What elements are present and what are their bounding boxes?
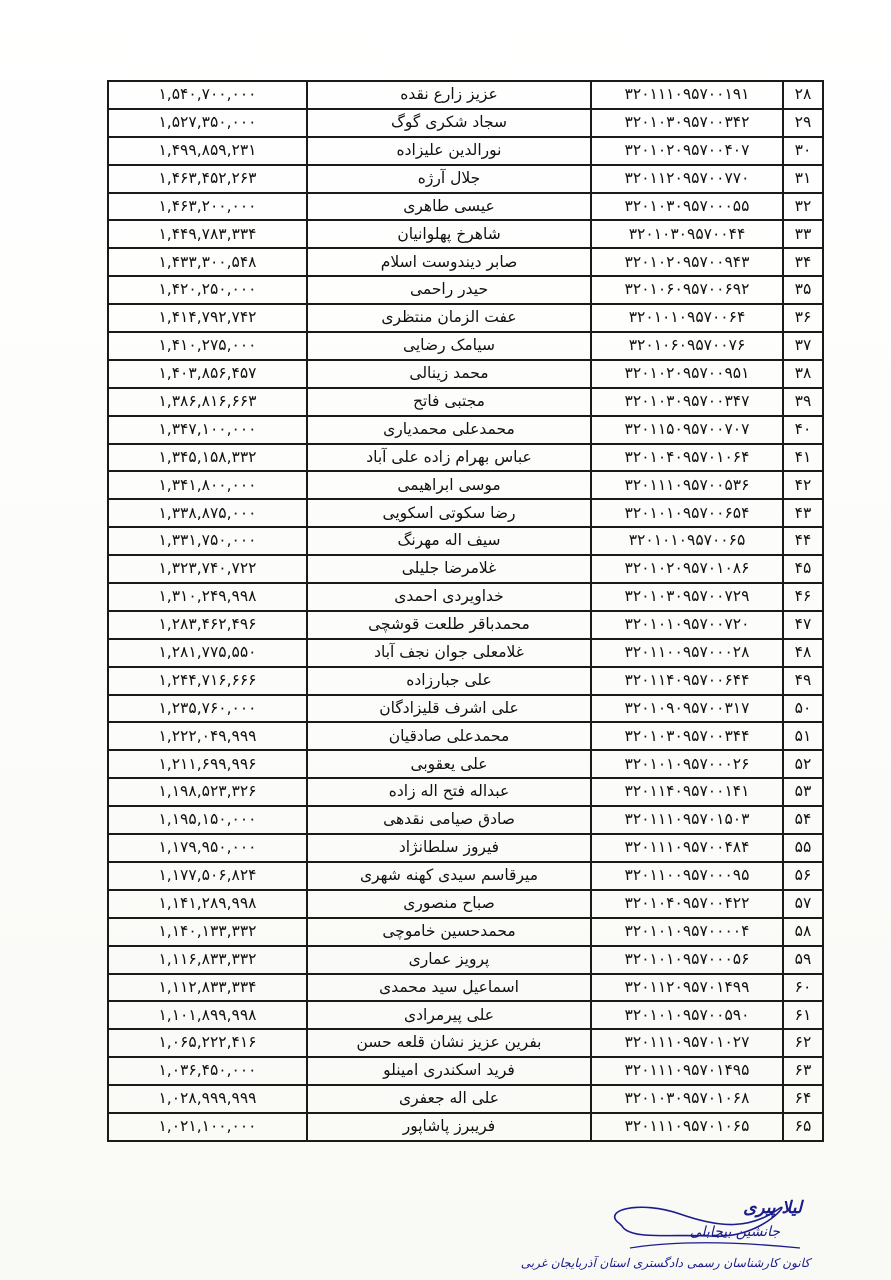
account-code-cell: ۳۲۰۱۰۱۰۹۵۷۰۰۶۵ [591, 527, 783, 555]
amount-cell: ۱,۰۲۱,۱۰۰,۰۰۰ [108, 1113, 307, 1141]
table-row [108, 834, 823, 862]
account-code-cell: ۳۲۰۱۰۳۰۹۵۷۰۰۴۴ [591, 220, 783, 248]
person-name-cell: غلامرضا جلیلی [307, 555, 591, 583]
table-row [108, 1085, 823, 1113]
person-name-cell: صابر دیندوست اسلام [307, 248, 591, 276]
amount-cell: ۱,۳۳۱,۷۵۰,۰۰۰ [108, 527, 307, 555]
table-row [108, 137, 823, 165]
signatory-subtitle: جانشین بیجابلی [689, 1224, 780, 1240]
person-name-cell: رضا سکوتی اسکویی [307, 499, 591, 527]
signatory-organization: کانون کارشناسان رسمی دادگستری استان آذربایجان غربی [520, 1256, 810, 1270]
row-number-cell: ۵۰ [783, 695, 823, 723]
amount-cell: ۱,۴۳۳,۳۰۰,۵۴۸ [108, 248, 307, 276]
table-row [108, 862, 823, 890]
person-name-cell: عزیز زارع نقده [307, 81, 591, 109]
table-row [108, 471, 823, 499]
amount-cell: ۱,۳۸۶,۸۱۶,۶۶۳ [108, 388, 307, 416]
row-number-cell: ۴۳ [783, 499, 823, 527]
row-number-cell: ۴۹ [783, 667, 823, 695]
table-row [108, 165, 823, 193]
account-code-cell: ۳۲۰۱۱۱۰۹۵۷۰۰۵۳۶ [591, 471, 783, 499]
table-row [108, 667, 823, 695]
account-code-cell: ۳۲۰۱۱۱۰۹۵۷۰۱۴۹۵ [591, 1057, 783, 1085]
person-name-cell: پرویز عماری [307, 946, 591, 974]
amount-cell: ۱,۳۳۸,۸۷۵,۰۰۰ [108, 499, 307, 527]
row-number-cell: ۵۵ [783, 834, 823, 862]
person-name-cell: سیامک رضایی [307, 332, 591, 360]
amount-cell: ۱,۱۷۹,۹۵۰,۰۰۰ [108, 834, 307, 862]
row-number-cell: ۵۹ [783, 946, 823, 974]
person-name-cell: علی یعقوبی [307, 750, 591, 778]
row-number-cell: ۴۴ [783, 527, 823, 555]
person-name-cell: محمدعلی صادقیان [307, 722, 591, 750]
account-code-cell: ۳۲۰۱۱۰۰۹۵۷۰۰۰۲۸ [591, 639, 783, 667]
account-code-cell: ۳۲۰۱۰۱۰۹۵۷۰۰۰۲۶ [591, 750, 783, 778]
account-code-cell: ۳۲۰۱۱۱۰۹۵۷۰۰۱۹۱ [591, 81, 783, 109]
account-code-cell: ۳۲۰۱۰۳۰۹۵۷۰۰۳۴۲ [591, 109, 783, 137]
amount-cell: ۱,۲۲۲,۰۴۹,۹۹۹ [108, 722, 307, 750]
row-number-cell: ۳۴ [783, 248, 823, 276]
amount-cell: ۱,۴۲۰,۲۵۰,۰۰۰ [108, 276, 307, 304]
row-number-cell: ۶۴ [783, 1085, 823, 1113]
row-number-cell: ۳۶ [783, 304, 823, 332]
table-row [108, 499, 823, 527]
row-number-cell: ۵۲ [783, 750, 823, 778]
person-name-cell: عبداله فتح اله زاده [307, 778, 591, 806]
account-code-cell: ۳۲۰۱۱۵۰۹۵۷۰۰۷۰۷ [591, 416, 783, 444]
account-code-cell: ۳۲۰۱۰۴۰۹۵۷۰۱۰۶۴ [591, 444, 783, 472]
table-row [108, 416, 823, 444]
table-row [108, 527, 823, 555]
account-code-cell: ۳۲۰۱۰۱۰۹۵۷۰۰۰۵۶ [591, 946, 783, 974]
table-row [108, 611, 823, 639]
table-row [108, 1001, 823, 1029]
amount-cell: ۱,۱۱۲,۸۳۳,۳۳۴ [108, 974, 307, 1002]
person-name-cell: عیسی طاهری [307, 193, 591, 221]
row-number-cell: ۴۷ [783, 611, 823, 639]
account-code-cell: ۳۲۰۱۱۱۰۹۵۷۰۱۰۲۷ [591, 1029, 783, 1057]
row-number-cell: ۶۰ [783, 974, 823, 1002]
account-code-cell: ۳۲۰۱۰۱۰۹۵۷۰۰۶۵۴ [591, 499, 783, 527]
amount-cell: ۱,۲۳۵,۷۶۰,۰۰۰ [108, 695, 307, 723]
table-row [108, 220, 823, 248]
row-number-cell: ۵۴ [783, 806, 823, 834]
account-code-cell: ۳۲۰۱۰۳۰۹۵۷۰۰۷۲۹ [591, 583, 783, 611]
amount-cell: ۱,۳۴۱,۸۰۰,۰۰۰ [108, 471, 307, 499]
amount-cell: ۱,۰۲۸,۹۹۹,۹۹۹ [108, 1085, 307, 1113]
amount-cell: ۱,۱۰۱,۸۹۹,۹۹۸ [108, 1001, 307, 1029]
person-name-cell: موسی ابراهیمی [307, 471, 591, 499]
row-number-cell: ۵۶ [783, 862, 823, 890]
table-row [108, 806, 823, 834]
table-row [108, 583, 823, 611]
account-code-cell: ۳۲۰۱۰۲۰۹۵۷۰۱۰۸۶ [591, 555, 783, 583]
person-name-cell: غلامعلی جوان نجف آباد [307, 639, 591, 667]
table-row [108, 722, 823, 750]
account-code-cell: ۳۲۰۱۰۴۰۹۵۷۰۰۴۲۲ [591, 890, 783, 918]
table-row [108, 1057, 823, 1085]
row-number-cell: ۲۸ [783, 81, 823, 109]
account-code-cell: ۳۲۰۱۰۳۰۹۵۷۰۰۰۵۵ [591, 193, 783, 221]
table-row [108, 276, 823, 304]
table-row [108, 444, 823, 472]
row-number-cell: ۶۱ [783, 1001, 823, 1029]
table-row [108, 248, 823, 276]
row-number-cell: ۴۱ [783, 444, 823, 472]
account-code-cell: ۳۲۰۱۰۳۰۹۵۷۰۱۰۶۸ [591, 1085, 783, 1113]
account-code-cell: ۳۲۰۱۰۲۰۹۵۷۰۰۴۰۷ [591, 137, 783, 165]
signature-block [520, 1190, 810, 1280]
table-row [108, 778, 823, 806]
person-name-cell: خداویردی احمدی [307, 583, 591, 611]
account-code-cell: ۳۲۰۱۰۹۰۹۵۷۰۰۳۱۷ [591, 695, 783, 723]
payments-table-body [108, 81, 823, 1141]
account-code-cell: ۳۲۰۱۱۲۰۹۵۷۰۰۷۷۰ [591, 165, 783, 193]
person-name-cell: صادق صیامی نقدهی [307, 806, 591, 834]
table-row [108, 890, 823, 918]
amount-cell: ۱,۲۴۴,۷۱۶,۶۶۶ [108, 667, 307, 695]
signatory-name: لیلا پیری [743, 1198, 802, 1218]
table-row [108, 81, 823, 109]
table-row [108, 193, 823, 221]
person-name-cell: محمدباقر طلعت قوشچی [307, 611, 591, 639]
amount-cell: ۱,۲۱۱,۶۹۹,۹۹۶ [108, 750, 307, 778]
person-name-cell: مجتبی فاتح [307, 388, 591, 416]
table-row [108, 555, 823, 583]
row-number-cell: ۳۱ [783, 165, 823, 193]
row-number-cell: ۴۰ [783, 416, 823, 444]
row-number-cell: ۳۰ [783, 137, 823, 165]
account-code-cell: ۳۲۰۱۰۱۰۹۵۷۰۰۶۴ [591, 304, 783, 332]
amount-cell: ۱,۳۴۵,۱۵۸,۳۳۲ [108, 444, 307, 472]
person-name-cell: علی پیرمرادی [307, 1001, 591, 1029]
table-row [108, 946, 823, 974]
amount-cell: ۱,۴۹۹,۸۵۹,۲۳۱ [108, 137, 307, 165]
amount-cell: ۱,۴۶۳,۴۵۲,۲۶۳ [108, 165, 307, 193]
table-row [108, 974, 823, 1002]
row-number-cell: ۳۲ [783, 193, 823, 221]
amount-cell: ۱,۳۲۳,۷۴۰,۷۲۲ [108, 555, 307, 583]
table-row [108, 109, 823, 137]
amount-cell: ۱,۴۱۴,۷۹۲,۷۴۲ [108, 304, 307, 332]
account-code-cell: ۳۲۰۱۰۲۰۹۵۷۰۰۹۵۱ [591, 360, 783, 388]
account-code-cell: ۳۲۰۱۰۱۰۹۵۷۰۰۵۹۰ [591, 1001, 783, 1029]
person-name-cell: سجاد شکری گوگ [307, 109, 591, 137]
person-name-cell: فرید اسکندری امینلو [307, 1057, 591, 1085]
table-row [108, 1029, 823, 1057]
row-number-cell: ۶۲ [783, 1029, 823, 1057]
amount-cell: ۱,۱۷۷,۵۰۶,۸۲۴ [108, 862, 307, 890]
amount-cell: ۱,۰۳۶,۴۵۰,۰۰۰ [108, 1057, 307, 1085]
table-row [108, 918, 823, 946]
table-row [108, 304, 823, 332]
person-name-cell: عفت الزمان منتظری [307, 304, 591, 332]
table-row [108, 695, 823, 723]
row-number-cell: ۴۵ [783, 555, 823, 583]
account-code-cell: ۳۲۰۱۰۳۰۹۵۷۰۰۳۴۴ [591, 722, 783, 750]
table-row [108, 639, 823, 667]
person-name-cell: عباس بهرام زاده علی آباد [307, 444, 591, 472]
row-number-cell: ۳۳ [783, 220, 823, 248]
person-name-cell: صباح منصوری [307, 890, 591, 918]
account-code-cell: ۳۲۰۱۰۲۰۹۵۷۰۰۹۴۳ [591, 248, 783, 276]
person-name-cell: محمدعلی محمدیاری [307, 416, 591, 444]
payments-table [107, 80, 824, 1142]
account-code-cell: ۳۲۰۱۰۱۰۹۵۷۰۰۷۲۰ [591, 611, 783, 639]
person-name-cell: حیدر راحمی [307, 276, 591, 304]
person-name-cell: جلال آرژه [307, 165, 591, 193]
amount-cell: ۱,۳۱۰,۲۴۹,۹۹۸ [108, 583, 307, 611]
person-name-cell: علی اله جعفری [307, 1085, 591, 1113]
amount-cell: ۱,۴۰۳,۸۵۶,۴۵۷ [108, 360, 307, 388]
amount-cell: ۱,۴۱۰,۲۷۵,۰۰۰ [108, 332, 307, 360]
table-row [108, 1113, 823, 1141]
row-number-cell: ۳۹ [783, 388, 823, 416]
person-name-cell: بفرین عزیز نشان قلعه حسن [307, 1029, 591, 1057]
row-number-cell: ۳۸ [783, 360, 823, 388]
row-number-cell: ۴۲ [783, 471, 823, 499]
amount-cell: ۱,۴۴۹,۷۸۳,۳۳۴ [108, 220, 307, 248]
row-number-cell: ۳۵ [783, 276, 823, 304]
account-code-cell: ۳۲۰۱۰۶۰۹۵۷۰۰۷۶ [591, 332, 783, 360]
account-code-cell: ۳۲۰۱۰۳۰۹۵۷۰۰۳۴۷ [591, 388, 783, 416]
table-row [108, 750, 823, 778]
account-code-cell: ۳۲۰۱۰۶۰۹۵۷۰۰۶۹۲ [591, 276, 783, 304]
amount-cell: ۱,۵۲۷,۳۵۰,۰۰۰ [108, 109, 307, 137]
amount-cell: ۱,۱۹۸,۵۲۳,۳۲۶ [108, 778, 307, 806]
amount-cell: ۱,۰۶۵,۲۲۲,۴۱۶ [108, 1029, 307, 1057]
person-name-cell: فریبرز پاشاپور [307, 1113, 591, 1141]
account-code-cell: ۳۲۰۱۱۱۰۹۵۷۰۰۴۸۴ [591, 834, 783, 862]
amount-cell: ۱,۲۸۱,۷۷۵,۵۵۰ [108, 639, 307, 667]
account-code-cell: ۳۲۰۱۱۴۰۹۵۷۰۰۱۴۱ [591, 778, 783, 806]
row-number-cell: ۶۳ [783, 1057, 823, 1085]
account-code-cell: ۳۲۰۱۰۱۰۹۵۷۰۰۰۰۴ [591, 918, 783, 946]
account-code-cell: ۳۲۰۱۱۲۰۹۵۷۰۱۴۹۹ [591, 974, 783, 1002]
account-code-cell: ۳۲۰۱۱۱۰۹۵۷۰۱۰۶۵ [591, 1113, 783, 1141]
amount-cell: ۱,۲۸۳,۴۶۲,۴۹۶ [108, 611, 307, 639]
person-name-cell: میرقاسم سیدی کهنه شهری [307, 862, 591, 890]
account-code-cell: ۳۲۰۱۱۴۰۹۵۷۰۰۶۴۴ [591, 667, 783, 695]
person-name-cell: محمد زینالی [307, 360, 591, 388]
row-number-cell: ۵۸ [783, 918, 823, 946]
row-number-cell: ۴۸ [783, 639, 823, 667]
row-number-cell: ۳۷ [783, 332, 823, 360]
account-code-cell: ۳۲۰۱۱۰۰۹۵۷۰۰۰۹۵ [591, 862, 783, 890]
amount-cell: ۱,۳۴۷,۱۰۰,۰۰۰ [108, 416, 307, 444]
person-name-cell: فیروز سلطانژاد [307, 834, 591, 862]
person-name-cell: شاهرخ پهلوانیان [307, 220, 591, 248]
amount-cell: ۱,۱۱۶,۸۳۳,۳۳۲ [108, 946, 307, 974]
account-code-cell: ۳۲۰۱۱۱۰۹۵۷۰۱۵۰۳ [591, 806, 783, 834]
person-name-cell: نورالدین علیزاده [307, 137, 591, 165]
person-name-cell: محمدحسین خاموچی [307, 918, 591, 946]
row-number-cell: ۴۶ [783, 583, 823, 611]
table-row [108, 388, 823, 416]
person-name-cell: اسماعیل سید محمدی [307, 974, 591, 1002]
row-number-cell: ۵۷ [783, 890, 823, 918]
amount-cell: ۱,۵۴۰,۷۰۰,۰۰۰ [108, 81, 307, 109]
table-row [108, 360, 823, 388]
row-number-cell: ۵۳ [783, 778, 823, 806]
amount-cell: ۱,۴۶۳,۲۰۰,۰۰۰ [108, 193, 307, 221]
amount-cell: ۱,۱۴۱,۲۸۹,۹۹۸ [108, 890, 307, 918]
person-name-cell: علی جبارزاده [307, 667, 591, 695]
person-name-cell: علی اشرف قلیزادگان [307, 695, 591, 723]
table-row [108, 332, 823, 360]
row-number-cell: ۵۱ [783, 722, 823, 750]
amount-cell: ۱,۱۴۰,۱۳۳,۳۳۲ [108, 918, 307, 946]
amount-cell: ۱,۱۹۵,۱۵۰,۰۰۰ [108, 806, 307, 834]
person-name-cell: سیف اله مهرنگ [307, 527, 591, 555]
row-number-cell: ۶۵ [783, 1113, 823, 1141]
row-number-cell: ۲۹ [783, 109, 823, 137]
